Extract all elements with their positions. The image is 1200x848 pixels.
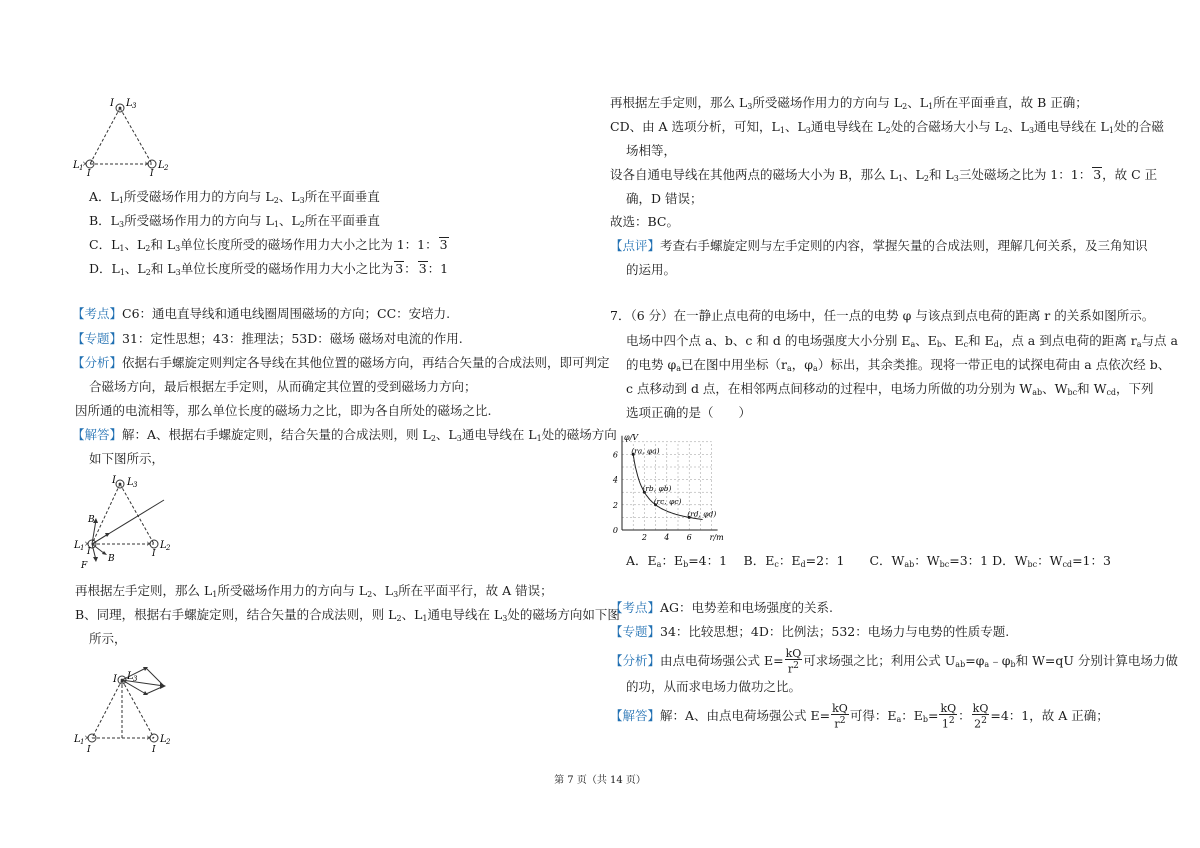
svg-text:I: I xyxy=(87,547,91,557)
svg-text:1: 1 xyxy=(80,738,85,746)
jieda-line-2: 如下图所示， xyxy=(89,451,165,466)
y-tick-label: 2 xyxy=(612,500,618,510)
svg-text:I: I xyxy=(112,475,116,486)
page-footer: 第 7 页（共 14 页） xyxy=(554,775,646,786)
r-line-1: 再根据左手定则，那么 $L_3$所受磁场作用力的方向与 $L_2$、$L_1$所在平面垂直，故 B 正确； xyxy=(610,95,1088,111)
dianping-line-2: 的运用。 xyxy=(626,262,677,277)
r-jieda-line-1: 【解答】解：A、由点电荷场强公式 E= $\frac{kQ}{r^2}$ 可得：$E_a$：$E_b=$ $\frac{kQ}{1^2}$ ： $\frac{kQ}{2^2}$ =4：1，故 A 正确； xyxy=(610,702,1109,731)
x-axis-label: r/m xyxy=(709,533,724,542)
svg-text:L: L xyxy=(126,98,133,109)
svg-text:I: I xyxy=(87,169,91,179)
field-at-l1-figure xyxy=(72,474,182,569)
q7-options: A．$E_a$：$E_b=4$：1 B．$E_c$：$E_d=2$：1 C．$W_{ab}$：$W_{bc}=3$：1 D．$W_{bc}$：$W_{cd}=1$：3 xyxy=(626,553,1111,569)
point-label: (rb, φb) xyxy=(642,484,672,494)
after-line-3: 所示， xyxy=(89,631,127,646)
r-line-5: 确，D 错误； xyxy=(626,191,703,206)
svg-text:2: 2 xyxy=(166,544,171,552)
svg-text:3: 3 xyxy=(132,102,137,110)
r-fenxi-line-2: 的功，从而求电场力做功之比。 xyxy=(626,679,802,694)
option-b: B．$L_3$所受磁场作用力的方向与 $L_1$、$L_2$所在平面垂直 xyxy=(89,213,380,229)
r-line-2: CD、由 A 选项分析，可知，$L_1$、$L_3$通电导线在 $L_2$处的合磁场大小与 $L_2$、$L_3$通电导线在 $L_1$处的合磁 xyxy=(610,119,1164,135)
svg-text:L: L xyxy=(127,477,134,488)
svg-text:×: × xyxy=(146,540,152,548)
r-line-6: 故选：BC。 xyxy=(610,214,679,229)
svg-text:×: × xyxy=(146,734,152,742)
q7-line-5: 选项正确的是（ ） xyxy=(626,405,752,420)
svg-text:L: L xyxy=(158,160,165,171)
svg-text:L: L xyxy=(74,734,81,745)
fenxi-line-3: 因所通的电流相等，那么单位长度的磁场力之比，即为各自所处的磁场之比. xyxy=(75,403,492,418)
svg-text:1: 1 xyxy=(79,164,84,172)
svg-text:2: 2 xyxy=(166,738,171,746)
point-label: (rc, φc) xyxy=(653,496,682,506)
r-kaodian-line: 【考点】AG：电势差和电场强度的关系. xyxy=(610,600,834,615)
after-line-1: 再根据左手定则，那么 $L_1$所受磁场作用力的方向与 $L_2$、$L_3$所在平面平行，故 A 错误； xyxy=(75,583,553,599)
point-label: (rd, φd) xyxy=(687,509,717,519)
svg-text:I: I xyxy=(150,169,154,179)
dianping-line-1: 【点评】考查右手螺旋定则与左手定则的内容，掌握矢量的合成法则，理解几何关系，及三角知识 xyxy=(610,238,1148,253)
svg-text:×: × xyxy=(84,540,90,548)
svg-text:2: 2 xyxy=(164,164,169,172)
svg-text:I: I xyxy=(87,745,91,755)
kaodian-line: 【考点】C6：通电直导线和通电线圈周围磁场的方向；CC：安培力. xyxy=(72,306,451,321)
svg-text:L: L xyxy=(74,540,81,551)
x-tick-label: 2 xyxy=(641,533,647,542)
r-line-3: 场相等， xyxy=(626,143,677,158)
field-at-l3-figure xyxy=(72,660,187,760)
svg-text:L: L xyxy=(73,160,80,171)
svg-text:I: I xyxy=(113,674,117,685)
r-fenxi-line-1: 【分析】由点电荷场强公式 E= $\frac{kQ}{r^2}$ 可求场强之比；利用公式 $U_{ab}=\varphi_a﹣\varphi_b$和 W=qU 分别计算电场力做 xyxy=(610,647,1178,676)
zhuanti-line: 【专题】31：定性思想；43：推理法；53D：磁场 磁场对电流的作用. xyxy=(72,331,463,346)
svg-text:F: F xyxy=(81,561,88,571)
potential-vs-distance-chart xyxy=(608,424,738,542)
after-line-2: B、同理，根据右手螺旋定则，结合矢量的合成法则，则 $L_2$、$L_1$通电导线在 $L_3$处的磁场方向如下图 xyxy=(75,607,620,623)
q7-line-4: c 点移动到 d 点，在相邻两点间移动的过程中，电场力所做的功分别为 $W_{ab}$、$W_{bc}$和 $W_{cd}$，下列 xyxy=(626,381,1154,397)
svg-text:I: I xyxy=(152,745,156,755)
svg-text:1: 1 xyxy=(80,544,85,552)
r-line-4: 设各自通电导线在其他两点的磁场大小为 B，那么 $L_1$、$L_2$和 $L_3$三处磁场之比为 1：1： 3，故 C 正 xyxy=(610,167,1158,183)
svg-text:3: 3 xyxy=(133,675,138,683)
point-label: (ra, φa) xyxy=(631,446,660,456)
x-tick-label: 6 xyxy=(686,533,692,542)
x-tick-label: 4 xyxy=(664,533,670,542)
current-label: I xyxy=(110,98,114,109)
svg-text:B: B xyxy=(108,554,115,564)
y-tick-label: 6 xyxy=(612,450,618,460)
svg-text:L: L xyxy=(160,540,167,551)
svg-text:×: × xyxy=(82,160,88,168)
q7-line-1: 7．（6 分）在一静止点电荷的电场中，任一点的电势 φ 与该点到点电荷的距离 r 的关系如图所示。 xyxy=(610,308,1155,323)
y-axis-label: φ/V xyxy=(624,432,639,442)
option-d: D．$L_1$、$L_2$和 $L_3$单位长度所受的磁场作用力大小之比为 3： 3：1 xyxy=(89,261,449,277)
jieda-line-1: 【解答】解：A、根据右手螺旋定则，结合矢量的合成法则，则 $L_2$、$L_3$通电导线在 $L_1$处的磁场方向 xyxy=(72,427,617,443)
option-c: C．$L_1$、$L_2$和 $L_3$单位长度所受的磁场作用力大小之比为 1：1： 3 xyxy=(89,237,448,253)
svg-text:3: 3 xyxy=(133,481,138,489)
r-zhuanti-line: 【专题】34：比较思想；4D：比例法；532：电场力与电势的性质专题. xyxy=(610,624,1010,639)
y-tick-label: 0 xyxy=(612,526,618,535)
svg-text:B: B xyxy=(88,515,95,525)
option-a: A．$L_1$所受磁场作用力的方向与 $L_2$、$L_3$所在平面垂直 xyxy=(89,189,380,205)
wire-triangle-figure xyxy=(70,96,180,179)
q7-line-2: 电场中四个点 a、b、c 和 d 的电场强度大小分别 $E_a$、$E_b$、$E_c$和 $E_d$，点 a 到点电荷的距离 $r_a$与点 a xyxy=(626,333,1178,349)
fenxi-line-1: 【分析】依据右手螺旋定则判定各导线在其他位置的磁场方向，再结合矢量的合成法则，即可判定 xyxy=(72,355,610,370)
fenxi-line-2: 合磁场方向，最后根据左手定则，从而确定其位置的受到磁场力方向； xyxy=(89,379,477,394)
svg-text:×: × xyxy=(144,160,150,168)
svg-text:I: I xyxy=(152,549,156,559)
y-tick-label: 4 xyxy=(612,475,618,485)
svg-text:L: L xyxy=(160,734,167,745)
svg-text:×: × xyxy=(84,734,90,742)
q7-line-3: 的电势 $\varphi_a$已在图中用坐标（$r_a$，$\varphi_a$）标出，其余类推。现将一带正电的试探电荷由 a 点依次经 b、 xyxy=(626,357,1171,373)
svg-text:L: L xyxy=(127,671,134,682)
